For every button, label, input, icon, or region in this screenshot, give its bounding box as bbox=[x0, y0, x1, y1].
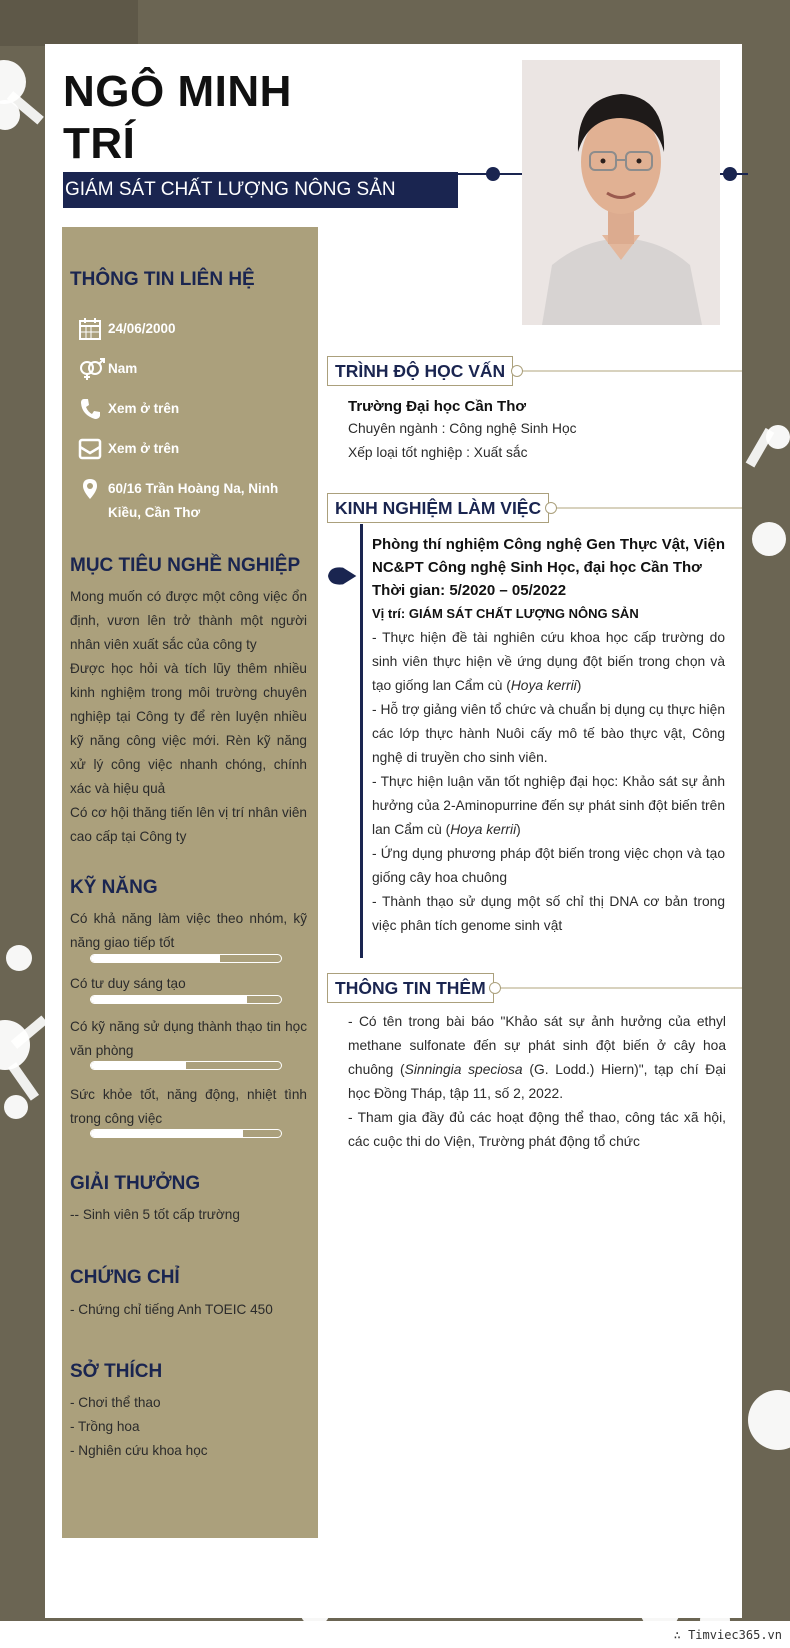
gender-icon bbox=[78, 357, 106, 381]
skills-heading: KỸ NĂNG bbox=[70, 877, 158, 898]
additional-paragraph-2: - Tham gia đầy đủ các hoạt động thể thao, công tác xã hội, các cuộc thi do Viện, Trường phát động tổ chức bbox=[348, 1110, 726, 1149]
timeline-marker-icon bbox=[325, 566, 361, 586]
education-divider-dot bbox=[511, 365, 523, 377]
name-line-1: NGÔ MINH bbox=[63, 67, 292, 116]
skill-4-label: Sức khỏe tốt, năng động, nhiệt tình trong công việc bbox=[70, 1087, 307, 1126]
skill-1-bar bbox=[90, 954, 282, 963]
phone-value: Xem ở trên bbox=[108, 401, 180, 416]
experience-period: Thời gian: 5/2020 – 05/2022 bbox=[372, 582, 567, 599]
experience-bullet-2: - Hỗ trợ giảng viên tổ chức và chuẩn bị dụng cụ thực hiện các lớp thực hành Nuôi cấy mô tế bào thực vật, Công nghệ di truyền cho sinh viên. bbox=[372, 702, 725, 765]
skill-2-bar bbox=[90, 995, 282, 1004]
experience-divider bbox=[553, 507, 742, 509]
objective-heading: MỤC TIÊU NGHỀ NGHIỆP bbox=[70, 555, 301, 576]
molecule-node-icon bbox=[6, 945, 32, 971]
job-title: GIÁM SÁT CHẤT LƯỢNG NÔNG SẢN bbox=[63, 172, 458, 208]
awards-heading: GIẢI THƯỞNG bbox=[70, 1173, 201, 1194]
experience-position: Vị trí: GIÁM SÁT CHẤT LƯỢNG NÔNG SẢN bbox=[372, 606, 639, 621]
objective-text bbox=[70, 585, 307, 849]
molecule-node-icon bbox=[4, 1095, 28, 1119]
profile-photo-illustration bbox=[522, 60, 720, 325]
skill-4-bar bbox=[90, 1129, 282, 1138]
skill-1-fill bbox=[91, 955, 220, 962]
bullet-1-text: - Thực hiện đề tài nghiên cứu khoa học cấp trường do sinh viên thực hiện về ứng dụng đột biến trong chọn và tạo giống lan Cẩm cù ( bbox=[372, 630, 725, 693]
experience-divider-dot bbox=[545, 502, 557, 514]
paragraph-1-species: Sinningia speciosa bbox=[404, 1062, 523, 1077]
contact-heading: THÔNG TIN LIÊN HỆ bbox=[70, 269, 255, 290]
molecule-node-icon bbox=[748, 1390, 790, 1450]
bullet-3-species: Hoya kerrii bbox=[450, 822, 517, 837]
hobby-item: - Trồng hoa bbox=[70, 1419, 140, 1434]
paragraph-1-tail: (G. Lodd.) Hiern)", tạp chí Đại học Đồng Tháp, tập 11, số 2, 2022. bbox=[348, 1062, 726, 1101]
sidebar bbox=[62, 227, 318, 1538]
bullet-1-close: ) bbox=[576, 678, 582, 693]
title-connector-dot bbox=[486, 167, 500, 181]
skill-3-label: Có kỹ năng sử dụng thành thạo tin học văn phòng bbox=[70, 1019, 307, 1058]
bullet-3-close: ) bbox=[516, 822, 521, 837]
bullet-3-text: - Thực hiện luận văn tốt nghiệp đại học: Khảo sát sự ảnh hưởng của 2-Aminopurrine đến sự phát sinh đột biến trên lan Cẩm cù ( bbox=[372, 774, 725, 837]
experience-bullet-4: - Ứng dụng phương pháp đột biến trong việc chọn và tạo giống cây hoa chuông bbox=[372, 846, 725, 885]
title-connector-dot bbox=[723, 167, 737, 181]
gender-value: Nam bbox=[108, 361, 138, 376]
site-credit: ∴ Timviec365.vn bbox=[673, 1628, 782, 1642]
map-pin-icon bbox=[78, 477, 106, 501]
skill-3-fill bbox=[91, 1062, 186, 1069]
experience-organization: Phòng thí nghiệm Công nghệ Gen Thực Vật, Viện NC&PT Công nghệ Sinh Học, đại học Cần Thơ bbox=[372, 536, 725, 576]
molecule-node-icon bbox=[752, 522, 786, 556]
profile-photo bbox=[522, 60, 720, 325]
certificates-heading: CHỨNG CHỈ bbox=[70, 1267, 180, 1288]
footer-strip bbox=[0, 1621, 790, 1648]
award-item: -- Sinh viên 5 tốt cấp trường bbox=[70, 1207, 240, 1222]
education-details bbox=[348, 417, 726, 465]
hobby-item: - Chơi thể thao bbox=[70, 1395, 161, 1410]
skill-3-bar bbox=[90, 1061, 282, 1070]
hobbies-list bbox=[70, 1391, 307, 1463]
additional-divider bbox=[497, 987, 742, 989]
education-divider bbox=[519, 370, 742, 372]
calendar-icon bbox=[78, 317, 106, 341]
experience-timeline bbox=[360, 524, 363, 958]
experience-entry bbox=[372, 533, 725, 938]
additional-heading: THÔNG TIN THÊM bbox=[327, 973, 494, 1003]
objective-paragraph-3: Có cơ hội thăng tiến lên vị trí nhân viên cao cấp tại Công ty bbox=[70, 805, 307, 844]
bullet-1-species: Hoya kerrii bbox=[510, 678, 577, 693]
education-school: Trường Đại học Cần Thơ bbox=[348, 398, 527, 415]
additional-divider-dot bbox=[489, 982, 501, 994]
experience-heading: KINH NGHIỆM LÀM VIỆC bbox=[327, 493, 549, 523]
background-corner bbox=[0, 0, 138, 46]
hobbies-heading: SỞ THÍCH bbox=[70, 1361, 163, 1382]
additional-text bbox=[348, 1010, 726, 1154]
skill-2-label: Có tư duy sáng tạo bbox=[70, 976, 186, 991]
name-line-2: TRÍ bbox=[63, 119, 136, 168]
experience-bullet-3 bbox=[372, 770, 725, 842]
paragraph-1-text: - Có tên trong bài báo "Khảo sát sự ảnh hưởng của ethyl methane sulfonate đến sự phát sinh đột biến ở cây hoa chuông ( bbox=[348, 1014, 726, 1077]
experience-bullet-5: - Thành thạo sử dụng một số chỉ thị DNA cơ bản trong việc phân tích genome sinh vật bbox=[372, 894, 725, 933]
skill-1-label: Có khả năng làm việc theo nhóm, kỹ năng giao tiếp tốt bbox=[70, 911, 307, 950]
objective-paragraph-2: Được học hỏi và tích lũy thêm nhiều kinh nghiệm trong môi trường chuyên nghiệp tại Công ty để rèn luyện nhiều kỹ năng công việc mới. Rèn kỹ năng xử lý công việc nhanh chóng, chính xác và hiệu quả bbox=[70, 661, 307, 796]
education-heading: TRÌNH ĐỘ HỌC VẤN bbox=[327, 356, 513, 386]
additional-paragraph-1 bbox=[348, 1010, 726, 1106]
envelope-icon bbox=[78, 437, 106, 461]
education-grade: Xếp loại tốt nghiệp : Xuất sắc bbox=[348, 445, 528, 460]
skill-4-fill bbox=[91, 1130, 243, 1137]
certificate-item: - Chứng chỉ tiếng Anh TOEIC 450 bbox=[70, 1302, 273, 1317]
molecule-bond bbox=[746, 428, 775, 468]
skill-2-fill bbox=[91, 996, 247, 1003]
education-major: Chuyên ngành : Công nghệ Sinh Học bbox=[348, 421, 577, 436]
birthday-value: 24/06/2000 bbox=[108, 321, 176, 336]
experience-bullet-1 bbox=[372, 626, 725, 698]
address-value: 60/16 Trần Hoàng Na, Ninh Kiều, Cần Thơ bbox=[108, 481, 279, 520]
objective-paragraph-1: Mong muốn có được một công việc ổn định, vươn lên trở thành một người nhân viên xuất sắc của công ty bbox=[70, 589, 307, 652]
hobby-item: - Nghiên cứu khoa học bbox=[70, 1443, 208, 1458]
phone-icon bbox=[78, 397, 106, 421]
cv-page bbox=[45, 44, 742, 1618]
email-value: Xem ở trên bbox=[108, 441, 180, 456]
candidate-name bbox=[63, 66, 383, 170]
